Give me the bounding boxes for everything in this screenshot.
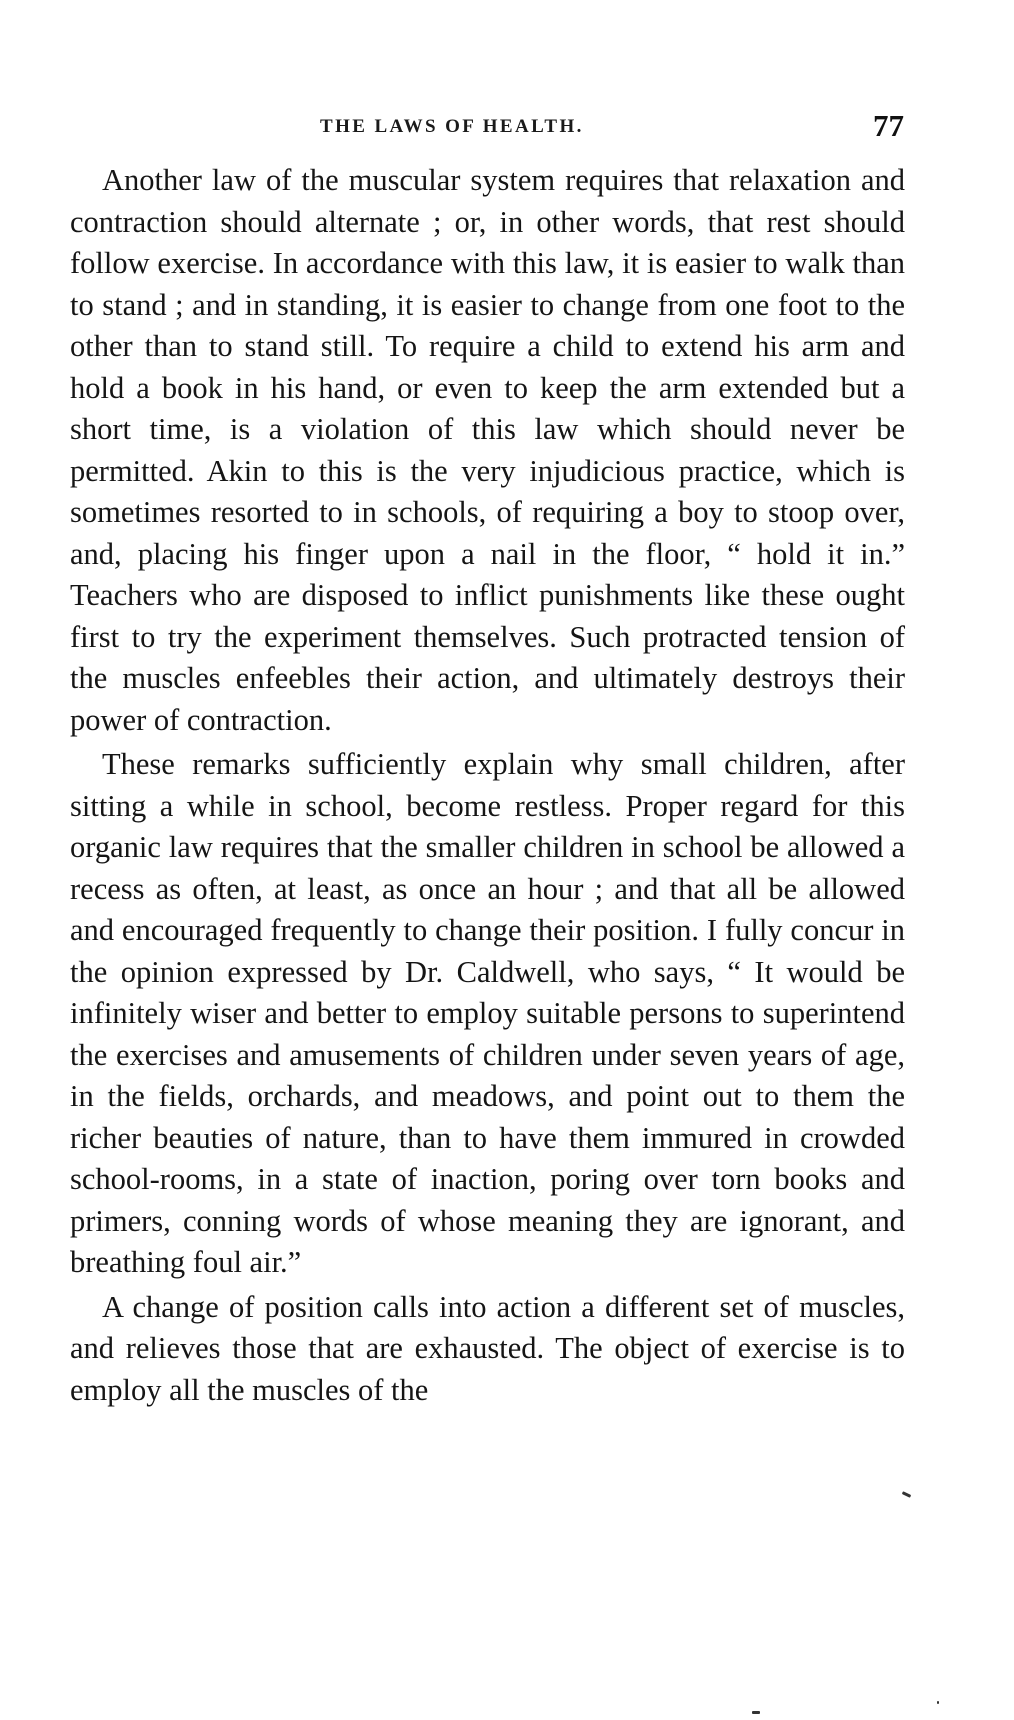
paragraph-3: A change of position calls into action a different set of muscles, and relieves those that are exhausted. The object of exercise is to employ all the muscles of the (70, 1289, 905, 1407)
scan-speck (902, 1491, 911, 1498)
paragraph-1: Another law of the muscular system requires that relaxation and contraction should alternate ; or, in other words, that rest should follow exercise. In accordance with this law, it is easier to walk than to stand ; and in standing, it is easier to change from one foot to the other than to stand still. To require a child to extend his arm and hold a book in his hand, or even to keep the arm extended but a short time, is a violation of this law which should never be permitted. Akin to this is the very injudicious practice, which is sometimes resorted to in schools, of requiring a boy to stoop over, and, placing his finger upon a nail in the floor, “ hold it in.” Teachers who are disposed to inflict punishments like these ought first to try the experiment themselves. Such protracted tension of the muscles enfeebles their action, and ultimately destroys their power of contraction. (70, 163, 905, 737)
page-header (70, 108, 910, 148)
paragraph-2: These remarks sufficiently explain why small children, after sitting a while in school, become restless. Proper regard for this organic law requires that the smaller children in school be allowed a recess as often, at least, as once an hour ; and that all be allowed and encouraged frequently to change their position. I fully concur in the opinion expressed by Dr. Caldwell, who says, “ It would be infinitely wiser and better to employ suitable persons to superintend the exercises and amusements of children under seven years of age, in the fields, orchards, and meadows, and point out to them the richer beauties of nature, than to have them immured in crowded school-rooms, in a state of inaction, poring over torn books and primers, conning words of whose meaning they are ignorant, and breathing foul air.” (70, 747, 905, 1279)
running-title: THE LAWS OF HEALTH. (320, 116, 584, 137)
body-text (70, 160, 905, 1411)
scan-speck (752, 1711, 760, 1714)
scan-speck (937, 1701, 939, 1704)
page-number: 77 (873, 108, 904, 143)
